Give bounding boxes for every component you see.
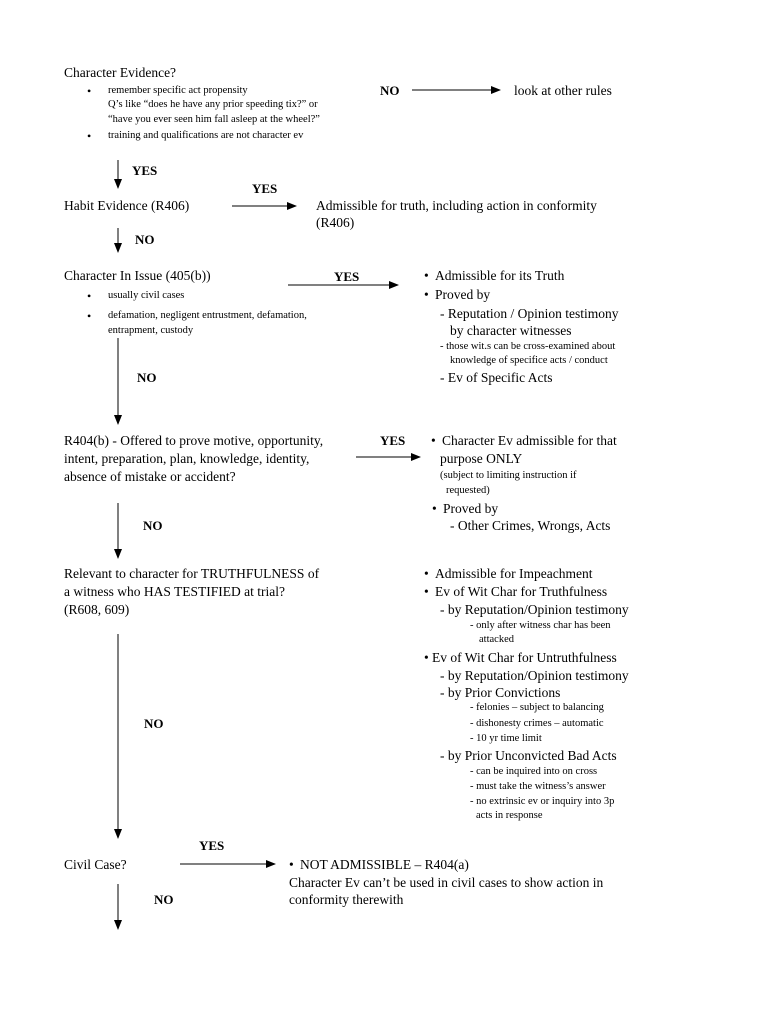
result-404b-a2: purpose ONLY (440, 451, 523, 466)
bullet: • (289, 857, 294, 872)
result-impeach-f-s1: - felonies – subject to balancing (470, 702, 604, 713)
q-character-evidence: Character Evidence? (64, 65, 177, 80)
result-issue-a: Admissible for its Truth (435, 268, 565, 283)
result-impeach-g-s3: - no extrinsic ev or inquiry into 3p (470, 796, 615, 807)
no-label-4: NO (143, 518, 163, 533)
result-civil-a: NOT ADMISSIBLE – R404(a) (300, 857, 469, 872)
result-impeach-c: - by Reputation/Opinion testimony (440, 602, 629, 617)
no-label-3: NO (137, 370, 157, 385)
bullet: • (424, 650, 429, 665)
bullet: • (424, 584, 429, 599)
no-label-5: NO (144, 716, 164, 731)
result-impeach-f: - by Prior Convictions (440, 685, 561, 700)
result-404b-s1: (subject to limiting instruction if (440, 470, 577, 481)
q3-bullet-2b: entrapment, custody (108, 325, 194, 336)
result-civil-b2: conformity therewith (289, 892, 404, 907)
result-civil-b1: Character Ev can’t be used in civil cases to show action in (289, 875, 604, 890)
bullet: • (424, 287, 429, 302)
q3-bullet-2a: defamation, negligent entrustment, defamation, (108, 310, 307, 321)
bullet: • (87, 289, 92, 303)
bullet: • (87, 309, 92, 323)
bullet: • (87, 129, 92, 143)
result-404b-c: - Other Crimes, Wrongs, Acts (450, 518, 611, 533)
bullet: • (87, 84, 92, 98)
bullet: • (424, 268, 429, 283)
result-impeach-c-s1: - only after witness char has been (470, 620, 611, 631)
yes-label-3: YES (334, 269, 360, 284)
result-issue-b: Proved by (435, 287, 491, 302)
yes-label-2: YES (252, 181, 278, 196)
bullet: • (424, 566, 429, 581)
no-label-6: NO (154, 892, 174, 907)
q-truthfulness-line2: a witness who HAS TESTIFIED at trial? (64, 584, 285, 599)
q1-bullet-2: training and qualifications are not character ev (108, 130, 304, 141)
result-issue-d1: - those wit.s can be cross-examined about (440, 341, 616, 352)
result-impeach-g-s2: - must take the witness’s answer (470, 781, 606, 792)
q3-bullet-1: usually civil cases (108, 290, 185, 301)
result-issue-e: - Ev of Specific Acts (440, 370, 553, 385)
q1-bullet-1a: remember specific act propensity (108, 85, 248, 96)
q-character-in-issue: Character In Issue (405(b)) (64, 268, 211, 283)
result-impeach-g: - by Prior Unconvicted Bad Acts (440, 748, 617, 763)
q-404b-line2: intent, preparation, plan, knowledge, identity, (64, 451, 310, 466)
no-label-1: NO (380, 83, 400, 98)
yes-label-4: YES (380, 433, 406, 448)
result-impeach-g-s1: - can be inquired into on cross (470, 766, 598, 777)
no-label-2: NO (135, 232, 155, 247)
result-404b-a1: Character Ev admissible for that (442, 433, 617, 448)
result-other-rules: look at other rules (514, 83, 612, 98)
result-impeach-c-s2: attacked (479, 634, 514, 645)
result-issue-d2: knowledge of specifice acts / conduct (450, 355, 608, 366)
yes-label-1: YES (132, 163, 158, 178)
q-404b-line1: R404(b) - Offered to prove motive, opportunity, (64, 433, 324, 448)
result-habit-line1: Admissible for truth, including action in conformity (316, 198, 597, 213)
result-impeach-f-s3: - 10 yr time limit (470, 733, 542, 744)
q-truthfulness-line1: Relevant to character for TRUTHFULNESS of (64, 566, 320, 581)
q1-bullet-1c: “have you ever seen him fall asleep at the wheel?” (108, 114, 320, 125)
result-impeach-e: - by Reputation/Opinion testimony (440, 668, 629, 683)
q-habit-evidence: Habit Evidence (R406) (64, 198, 190, 213)
result-issue-c2: by character witnesses (450, 323, 572, 338)
q1-bullet-1b: Q’s like “does he have any prior speeding tix?” or (108, 99, 318, 110)
result-impeach-b: Ev of Wit Char for Truthfulness (435, 584, 608, 599)
result-impeach-a: Admissible for Impeachment (435, 566, 593, 581)
bullet: • (432, 501, 437, 516)
result-impeach-d: Ev of Wit Char for Untruthfulness (432, 650, 617, 665)
result-habit-line2: (R406) (316, 215, 355, 230)
q-truthfulness-line3: (R608, 609) (64, 602, 130, 617)
q-404b-line3: absence of mistake or accident? (64, 469, 236, 484)
result-issue-c1: - Reputation / Opinion testimony (440, 306, 619, 321)
result-404b-b: Proved by (443, 501, 499, 516)
result-impeach-f-s2: - dishonesty crimes – automatic (470, 718, 604, 729)
bullet: • (431, 433, 436, 448)
result-404b-s2: requested) (446, 485, 490, 496)
yes-label-6: YES (199, 838, 225, 853)
q-civil-case: Civil Case? (64, 857, 127, 872)
result-impeach-g-s4: acts in response (476, 810, 543, 821)
